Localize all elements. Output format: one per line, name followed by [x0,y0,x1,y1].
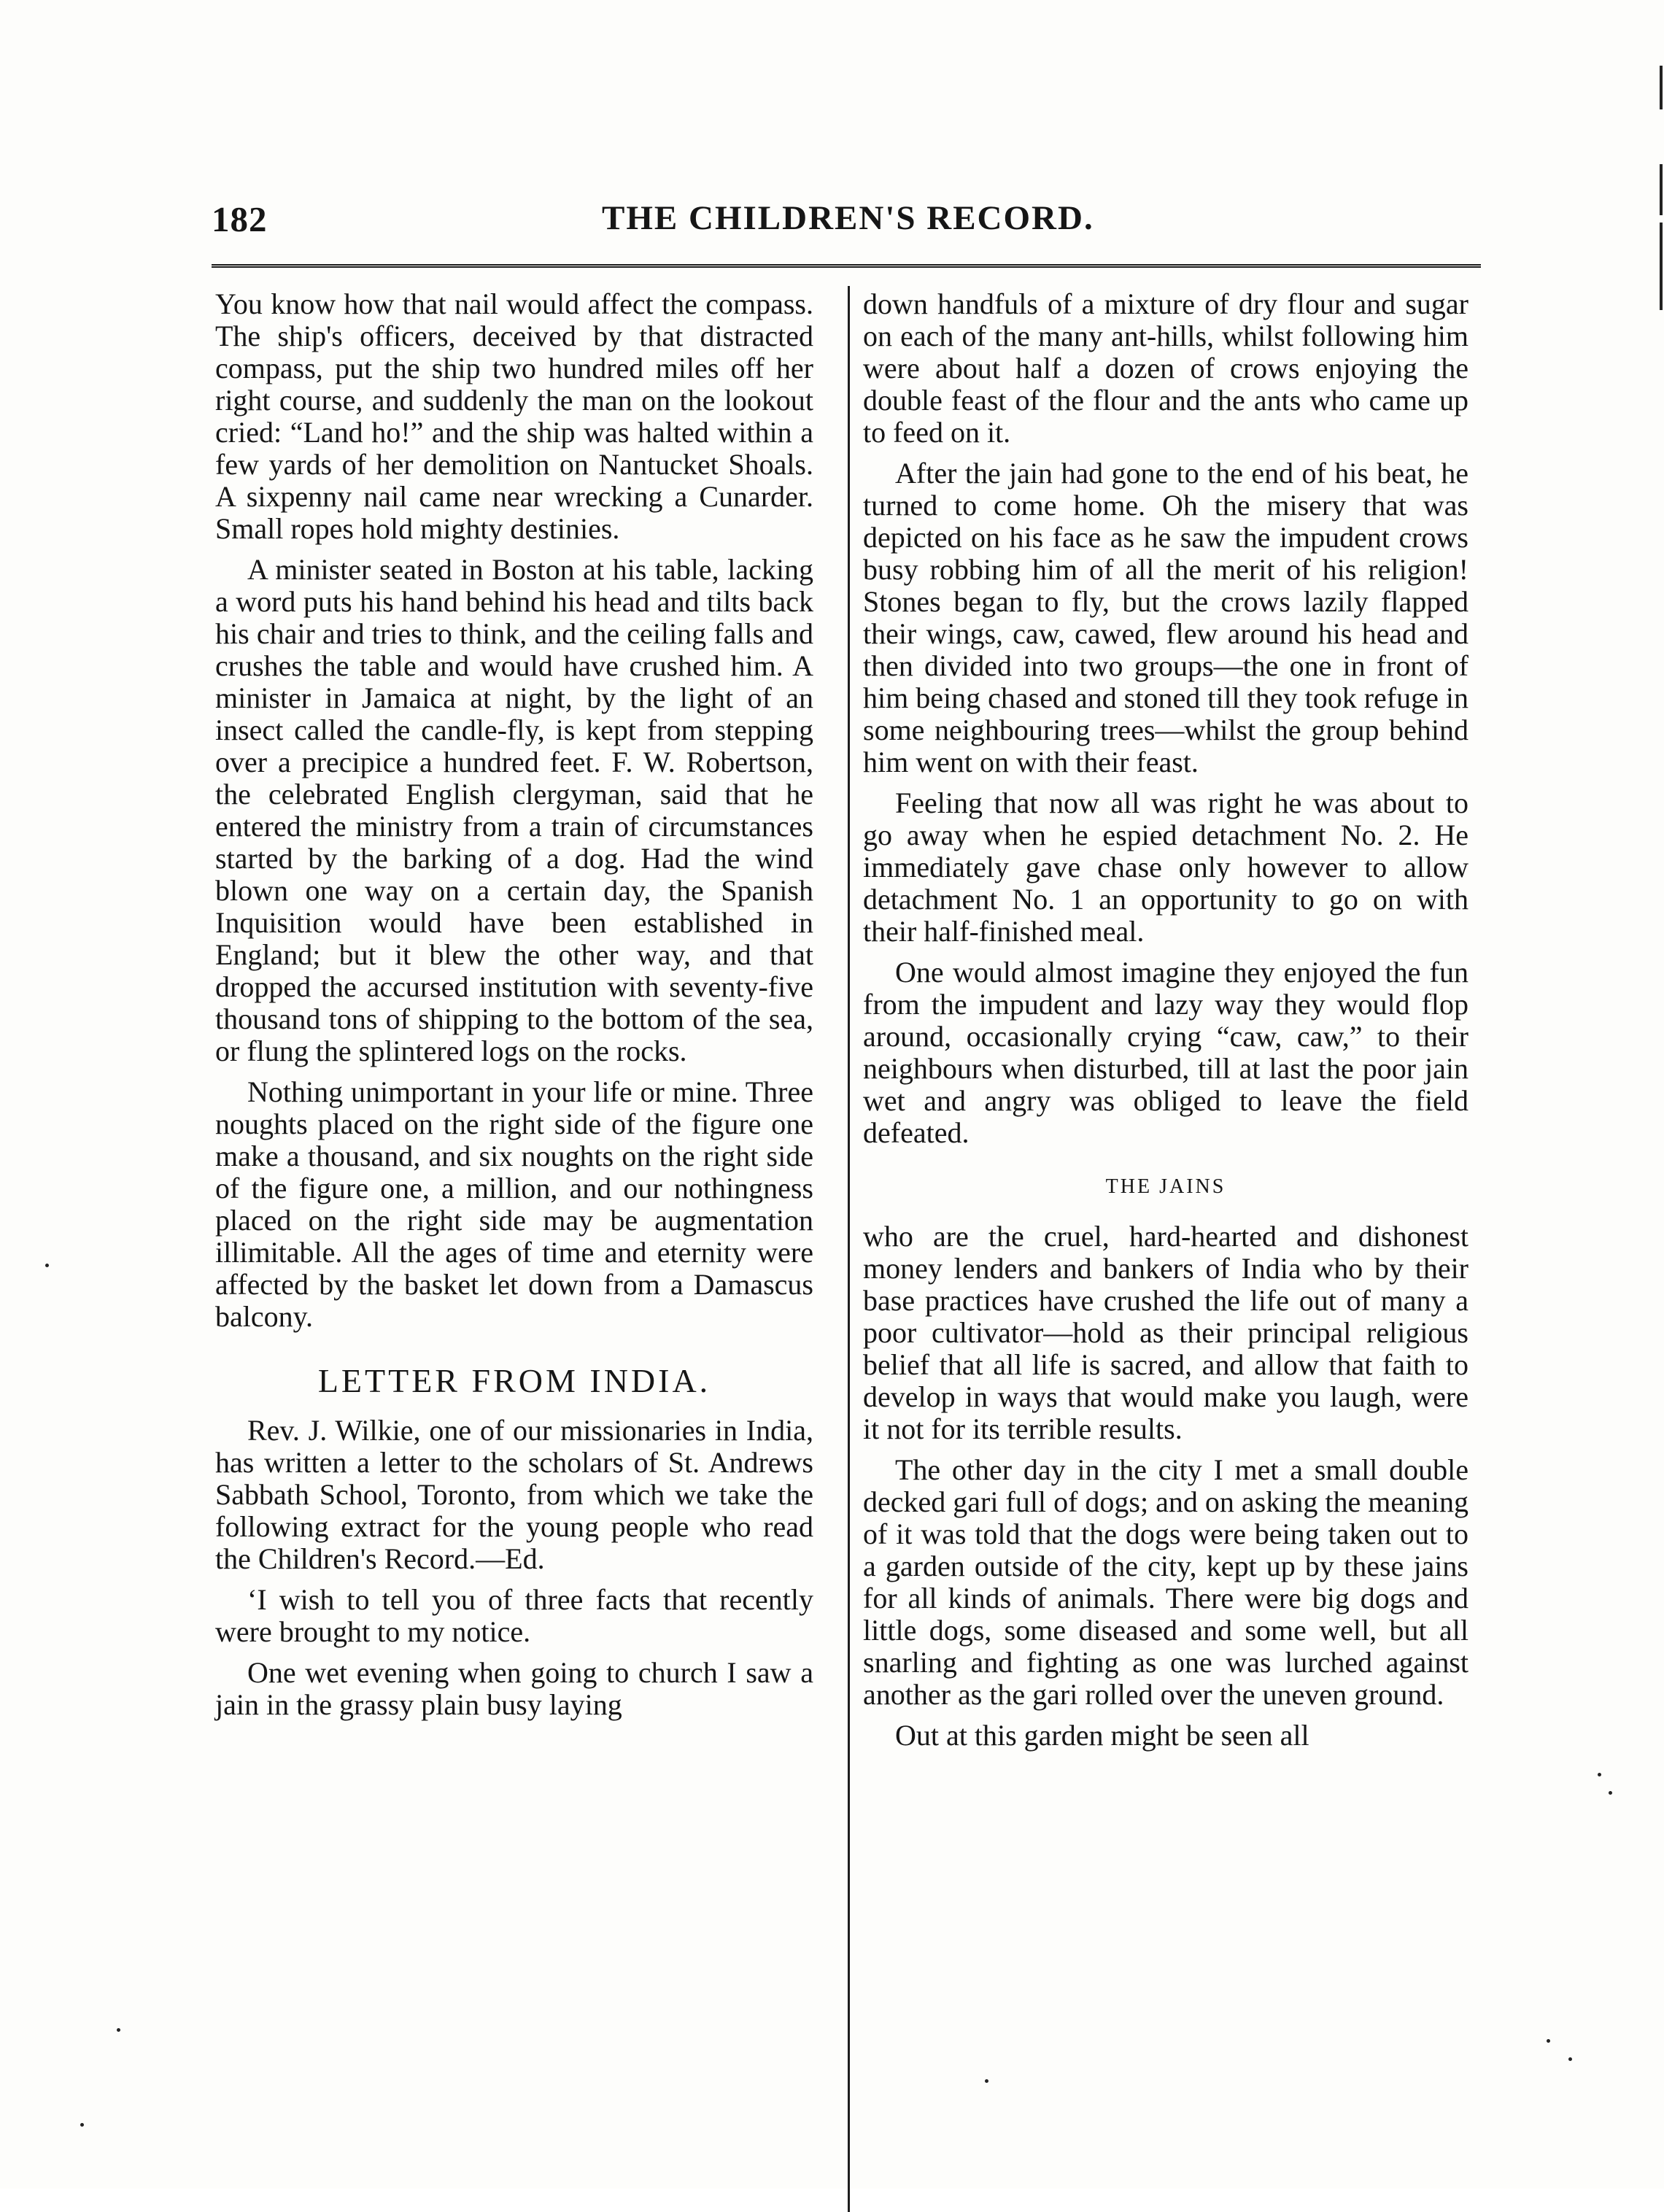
body-paragraph: A minister seated in Boston at his table, lacking a word puts his hand behind his head and tilts back his chair and tries to think, and the ceiling falls and crushes the table and would have crushed him. A minister in Jamaica at night, by the light of an insect called the candle-fly, is kept from stepping over a precipice a hundred feet. F. W. Robertson, the celebrated English clergyman, said that he entered the ministry from a train of circumstances started by the barking of a dog. Had the wind blown one way on a certain day, the Spanish Inquisition would have been established in England; but it blew the other way, and that dropped the accursed institution with seventy-five thousand tons of shipping to the bottom of the sea, or flung the splintered logs on the rocks. [215,553,813,1067]
running-title: THE CHILDREN'S RECORD. [602,199,1094,237]
body-paragraph: Out at this garden might be seen all [895,1719,1309,1752]
letter-paragraph: Rev. J. Wilkie, one of our missionaries in India, has written a letter to the scholars of St. Andrews Sabbath School, Toronto, from which we take the following extract for the young people who read the Children's Record.—Ed. [215,1414,813,1575]
body-paragraph: After the jain had gone to the end of his beat, he turned to come home. Oh the misery that was depicted on his face as he saw the impudent crows busy robbing him of all the merit of his religion! Stones began to fly, but the crows lazily flapped their wings, caw, cawed, flew around his head and then divided into two groups—the one in front of him being chased and stoned till they took refuge in some neighbouring trees—whilst the group behind him went on with their feast. [863,457,1468,778]
letter-paragraph: ‘I wish to tell you of three facts that recently were brought to my notice. [215,1583,813,1648]
column-divider [848,286,850,2212]
body-paragraph: Nothing unimportant in your life or mine. Three noughts placed on the right side of the figure one make a thousand, and six noughts on the right side of the figure one, a million, and our nothingness placed on the right side may be augmentation illimitable. All the ages of time and eternity were affected by the basket let down from a Damascus balcony. [215,1075,813,1333]
left-column [215,288,813,1730]
body-paragraph: who are the cruel, hard-hearted and dishonest money lenders and bankers of India who by their base practices have crushed the life out of many a poor cultivator—hold as their principal religious belief that all life is sacred, and allow that faith to develop in ways that would make you laugh, were it not for its terrible results. [863,1220,1468,1445]
page-header [212,198,1481,257]
right-column [863,288,1468,1760]
body-paragraph: You know how that nail would affect the compass. The ship's officers, deceived by that distracted compass, put the ship two hundred miles off her right course, and suddenly the man on the lookout cried: “Land ho!” and the ship was halted within a few yards of her demolition on Nantucket Shoals. A sixpenny nail came near wrecking a Cunarder. Small ropes hold mighty destinies. [215,287,813,545]
body-paragraph: One would almost imagine they enjoyed the fun from the impudent and lazy way they would flop around, occasionally crying “caw, caw,” to their neighbours when disturbed, till at last the poor jain wet and angry was obliged to leave the field defeated. [863,956,1468,1149]
header-rule [212,264,1481,268]
body-paragraph: down handfuls of a mixture of dry flour and sugar on each of the many ant-hills, whilst following him were about half a dozen of crows enjoying the double feast of the flour and the ants who came up to feed on it. [863,287,1468,449]
body-paragraph: Feeling that now all was right he was about to go away when he espied detachment No. 2. He immediately gave chase only however to allow detachment No. 1 an opportunity to go on with their half-finished meal. [863,786,1468,948]
body-paragraph: The other day in the city I met a small double decked gari full of dogs; and on asking the meaning of it was told that the dogs were being taken out to a garden outside of the city, kept up by these jains for all kinds of animals. There were big dogs and little dogs, some diseased and some well, but all snarling and fighting as one was lurched against another as the gari rolled over the uneven ground. [863,1453,1468,1711]
page-edge-marks [1655,66,1664,314]
section-heading: LETTER FROM INDIA. [317,1362,711,1399]
letter-paragraph: One wet evening when going to church I saw a jain in the grassy plain busy laying [215,1656,813,1721]
subsection-heading: THE JAINS [1105,1175,1226,1198]
page-number: 182 [212,199,268,239]
